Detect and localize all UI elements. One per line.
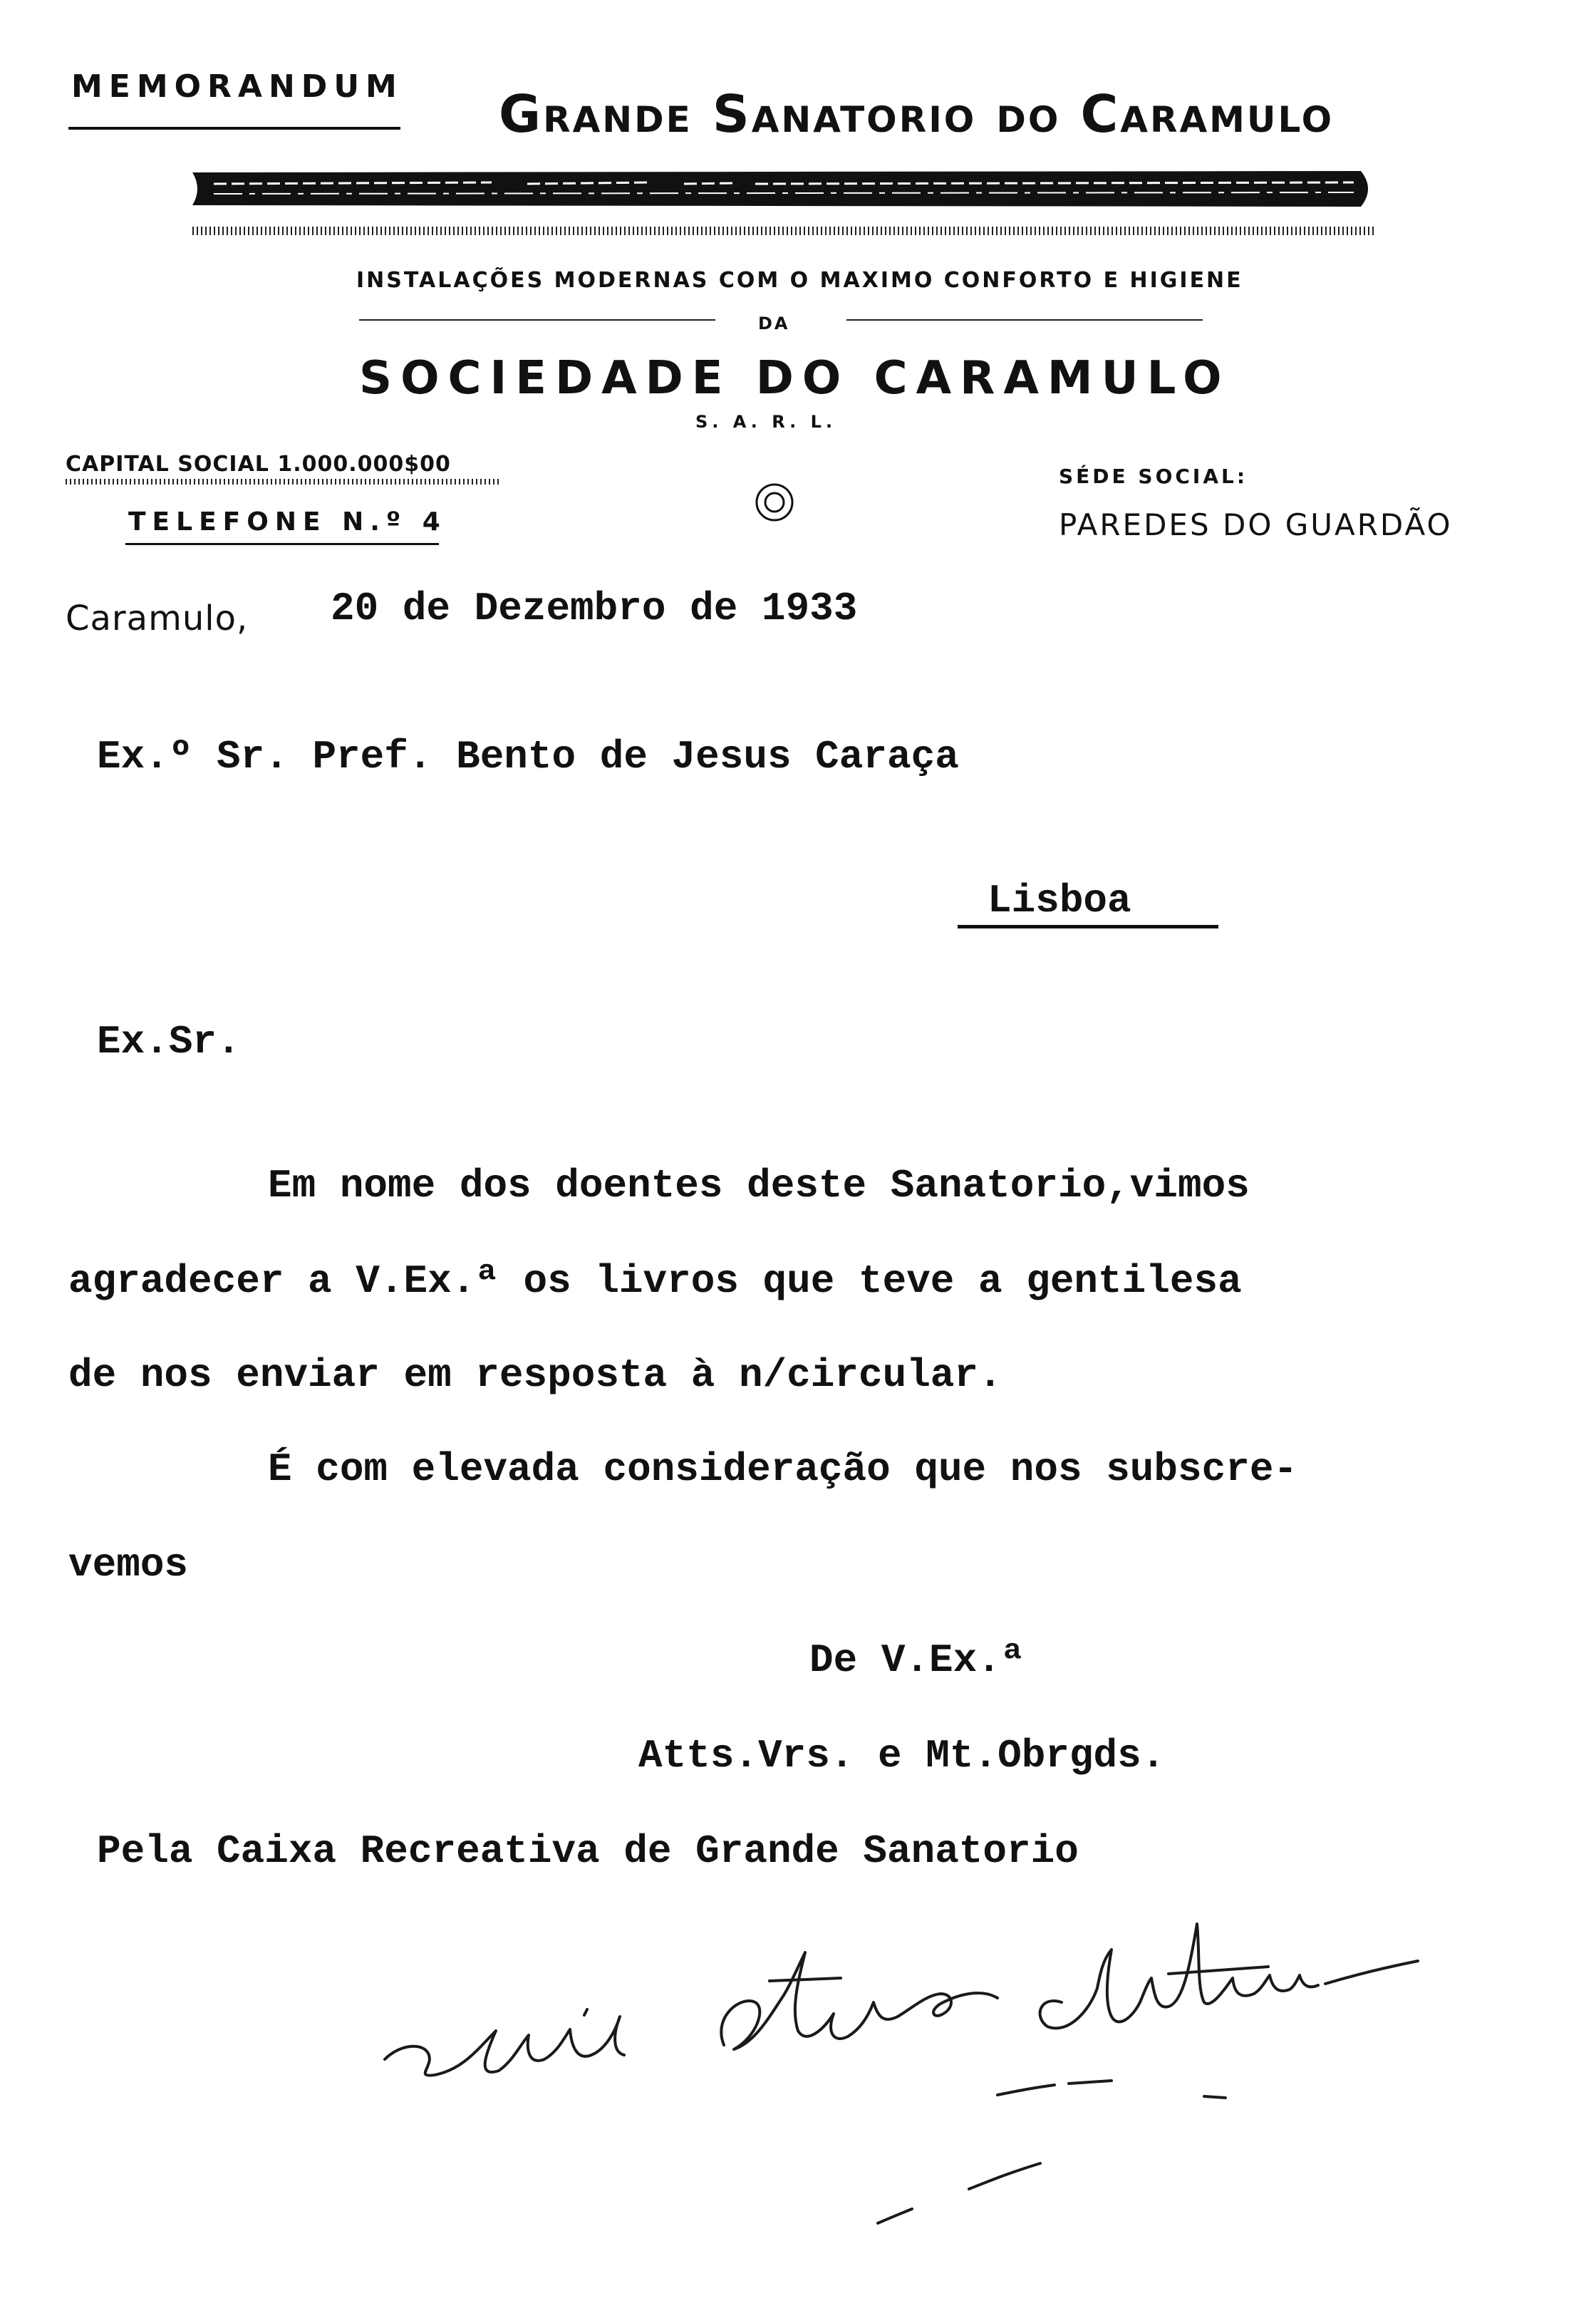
installations-tagline: INSTALAÇÕES MODERNAS COM O MAXIMO CONFORTO E HIGIENE xyxy=(356,268,1243,293)
body-line: de nos enviar em resposta à n/circular. xyxy=(68,1352,1002,1398)
sanatorium-title: Grande Sanatorio do Caramulo xyxy=(499,84,1335,144)
seat-address: PAREDES DO GUARDÃO xyxy=(1059,507,1453,542)
closing-line: Atts.Vrs. e Mt.Obrgds. xyxy=(638,1733,1166,1779)
capital-social: CAPITAL SOCIAL 1.000.000$00 xyxy=(66,452,451,477)
memorandum-label: MEMORANDUM xyxy=(71,68,403,105)
body-line: agradecer a V.Ex.ª os livros que teve a gentilesa xyxy=(68,1258,1242,1304)
addressee: Ex.º Sr. Pref. Bento de Jesus Caraça xyxy=(97,734,959,780)
seat-label: SÉDE SOCIAL: xyxy=(1059,465,1248,488)
capital-hatch-rule xyxy=(66,479,500,485)
company-type: S. A. R. L. xyxy=(695,412,837,432)
closing-line: De V.Ex.ª xyxy=(809,1637,1025,1683)
body-line: Em nome dos doentes deste Sanatorio,vimos xyxy=(268,1163,1250,1209)
memorandum-underline xyxy=(68,127,400,130)
decorative-hatch-rule xyxy=(192,227,1375,235)
body-line: É com elevada consideração que nos subscre- xyxy=(268,1447,1298,1492)
da-label: DA xyxy=(758,314,790,333)
salutation: Ex.Sr. xyxy=(97,1019,241,1065)
place-name: Caramulo, xyxy=(66,599,249,638)
city-underline xyxy=(958,925,1218,928)
society-name: SOCIEDADE DO CARAMULO xyxy=(359,352,1230,405)
signatory-organization: Pela Caixa Recreativa de Grande Sanatorio xyxy=(97,1828,1079,1874)
double-circle-emblem-icon xyxy=(754,482,795,523)
body-line: vemos xyxy=(68,1542,189,1588)
divider-left xyxy=(359,319,715,321)
divider-right xyxy=(846,319,1203,321)
telephone-number: TELEFONE N.º 4 xyxy=(128,507,447,537)
telephone-underline xyxy=(125,543,439,545)
handwritten-signature xyxy=(370,1910,1468,2280)
addressee-city: Lisboa xyxy=(988,878,1131,923)
decorative-band xyxy=(192,168,1375,209)
letter-date: 20 de Dezembro de 1933 xyxy=(331,586,858,631)
